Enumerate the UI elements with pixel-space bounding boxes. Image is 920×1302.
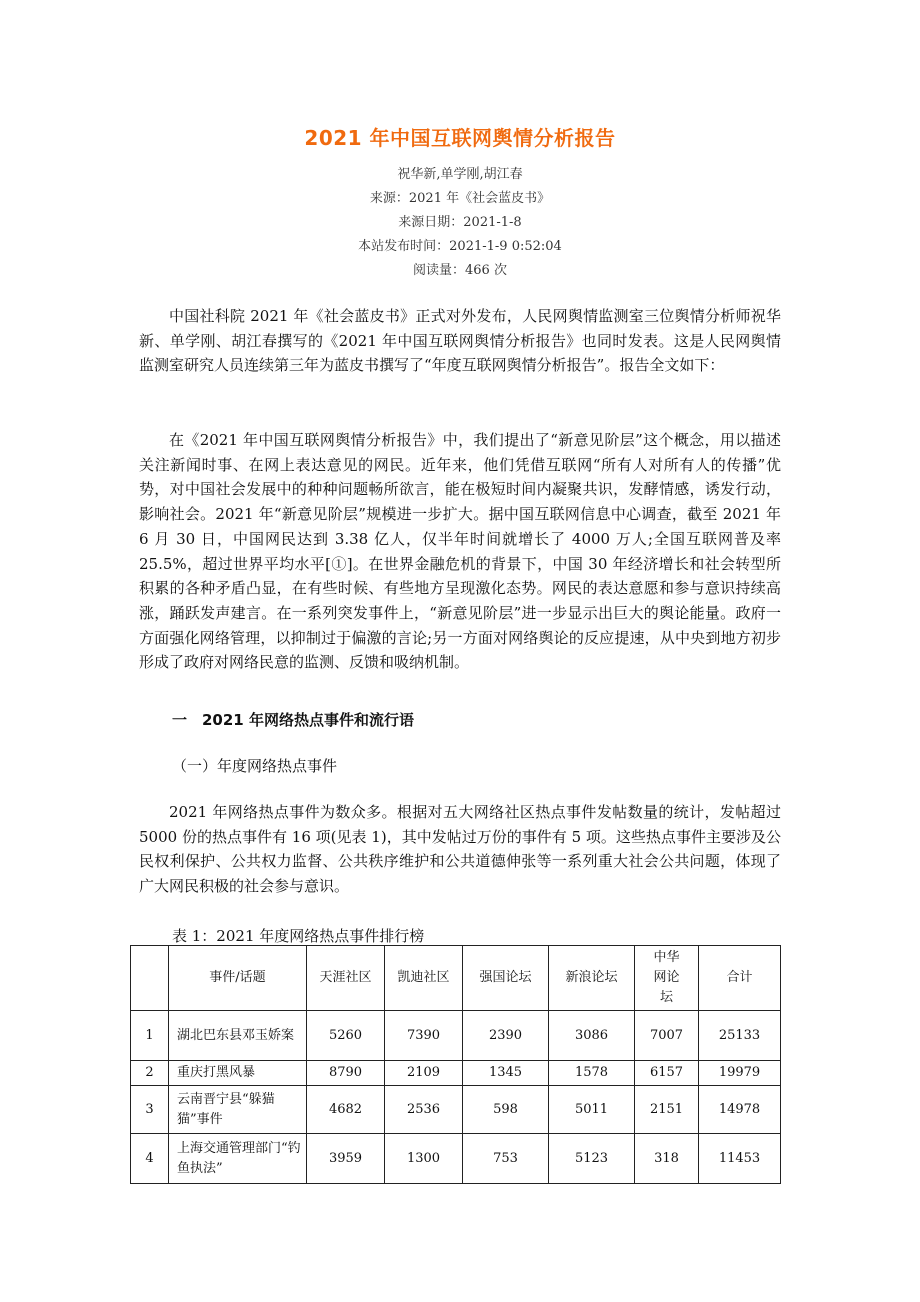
- publish-time: 本站发布时间：2021-1-9 0:52:04: [358, 239, 562, 254]
- china-com-cell: 2151: [635, 1086, 699, 1134]
- table-row: [131, 1011, 781, 1061]
- sina-cell: 5011: [549, 1086, 635, 1134]
- header-cell: 合计: [699, 946, 781, 1011]
- tianya-cell: 8790: [307, 1061, 385, 1086]
- qiangguo-cell: 598: [463, 1086, 549, 1134]
- event-cell: 上海交通管理部门“钓鱼执法”: [169, 1134, 307, 1184]
- table-row: [131, 1134, 781, 1184]
- body-paragraph: 在《2021 年中国互联网舆情分析报告》中，我们提出了“新意见阶层”这个概念，用以描述关注新闻时事、在网上表达意见的网民。近年来，他们凭借互联网“所有人对所有人的传播”优势，对中国社会发展中的种种问题畅所欲言，能在极短时间内凝聚共识，发酵情感，诱发行动，影响社会。2021 年“新意见阶层”规模进一步扩大。据中国互联网信息中心调查，截至 2021 年 6 月 30 日，中国网民达到 3.38 亿人，仅半年时间就增长了 4000 万人;全国互联网普及率 25.5%，超过世界平均水平[①]。在世界金融危机的背景下，中国 30 年经济增长和社会转型所积累的各种矛盾凸显，在有些时候、有些地方呈现激化态势。网民的表达意愿和参与意识持续高涨，踊跃发声建言。在一系列突发事件上，“新意见阶层”进一步显示出巨大的舆论能量。政府一方面强化网络管理，以抑制过于偏激的言论;另一方面对网络舆论的反应提速，从中央到地方初步形成了政府对网络民意的监测、反馈和吸纳机制。: [139, 431, 781, 672]
- authors: 祝华新,单学刚,胡江春: [397, 167, 523, 182]
- event-cell: 湖北巴东县邓玉娇案: [169, 1011, 307, 1061]
- header-cell: 天涯社区: [307, 946, 385, 1011]
- events-paragraph: 2021 年网络热点事件为数众多。根据对五大网络社区热点事件发帖数量的统计，发帖超过 5000 份的热点事件有 16 项(见表 1)，其中发帖过万份的事件有 5 项。这些热点事件主要涉及公民权利保护、公共权力监督、公共秩序维护和公共道德伸张等一系列重大社会公共问题，体现了广大网民积极的社会参与意识。: [139, 803, 781, 896]
- report-title: 2021 年中国互联网舆情分析报告: [304, 126, 616, 150]
- tianya-cell: 3959: [307, 1134, 385, 1184]
- header-cell: 强国论坛: [463, 946, 549, 1011]
- view-count: 阅读量：466 次: [413, 263, 507, 278]
- qiangguo-cell: 1345: [463, 1061, 549, 1086]
- header-cell: 凯迪社区: [385, 946, 463, 1011]
- sina-cell: 3086: [549, 1011, 635, 1061]
- rank-cell: 4: [131, 1134, 169, 1184]
- china-com-cell: 6157: [635, 1061, 699, 1086]
- tianya-cell: 4682: [307, 1086, 385, 1134]
- subsection-heading: （一）年度网络热点事件: [172, 757, 338, 775]
- header-cell: 新浪论坛: [549, 946, 635, 1011]
- sina-cell: 5123: [549, 1134, 635, 1184]
- rank-cell: 1: [131, 1011, 169, 1061]
- kaidi-cell: 2536: [385, 1086, 463, 1134]
- kaidi-cell: 1300: [385, 1134, 463, 1184]
- event-cell: 重庆打黑风暴: [169, 1061, 307, 1086]
- table-row: [131, 1086, 781, 1134]
- source: 来源：2021 年《社会蓝皮书》: [369, 191, 551, 206]
- china-com-cell: 318: [635, 1134, 699, 1184]
- header-cell: [131, 946, 169, 1011]
- total-cell: 11453: [699, 1134, 781, 1184]
- source-date: 来源日期：2021-1-8: [398, 215, 522, 230]
- china-com-cell: 7007: [635, 1011, 699, 1061]
- section-heading: 一 2021 年网络热点事件和流行语: [172, 711, 414, 729]
- sina-cell: 1578: [549, 1061, 635, 1086]
- header-cell: 中华网论坛: [635, 946, 699, 1011]
- kaidi-cell: 7390: [385, 1011, 463, 1061]
- total-cell: 14978: [699, 1086, 781, 1134]
- qiangguo-cell: 753: [463, 1134, 549, 1184]
- table-caption: 表 1：2021 年度网络热点事件排行榜: [172, 927, 425, 945]
- header-cell: 事件/话题: [169, 946, 307, 1011]
- table-header-row: [131, 946, 781, 1011]
- hot-events-table: [130, 945, 781, 1184]
- total-cell: 19979: [699, 1061, 781, 1086]
- event-cell: 云南晋宁县“躲猫猫”事件: [169, 1086, 307, 1134]
- tianya-cell: 5260: [307, 1011, 385, 1061]
- table-row: [131, 1061, 781, 1086]
- rank-cell: 2: [131, 1061, 169, 1086]
- total-cell: 25133: [699, 1011, 781, 1061]
- kaidi-cell: 2109: [385, 1061, 463, 1086]
- rank-cell: 3: [131, 1086, 169, 1134]
- intro-paragraph: 中国社科院 2021 年《社会蓝皮书》正式对外发布，人民网舆情监测室三位舆情分析师祝华新、单学刚、胡江春撰写的《2021 年中国互联网舆情分析报告》也同时发表。这是人民网舆情监测室研究人员连续第三年为蓝皮书撰写了“年度互联网舆情分析报告”。报告全文如下：: [139, 307, 781, 375]
- qiangguo-cell: 2390: [463, 1011, 549, 1061]
